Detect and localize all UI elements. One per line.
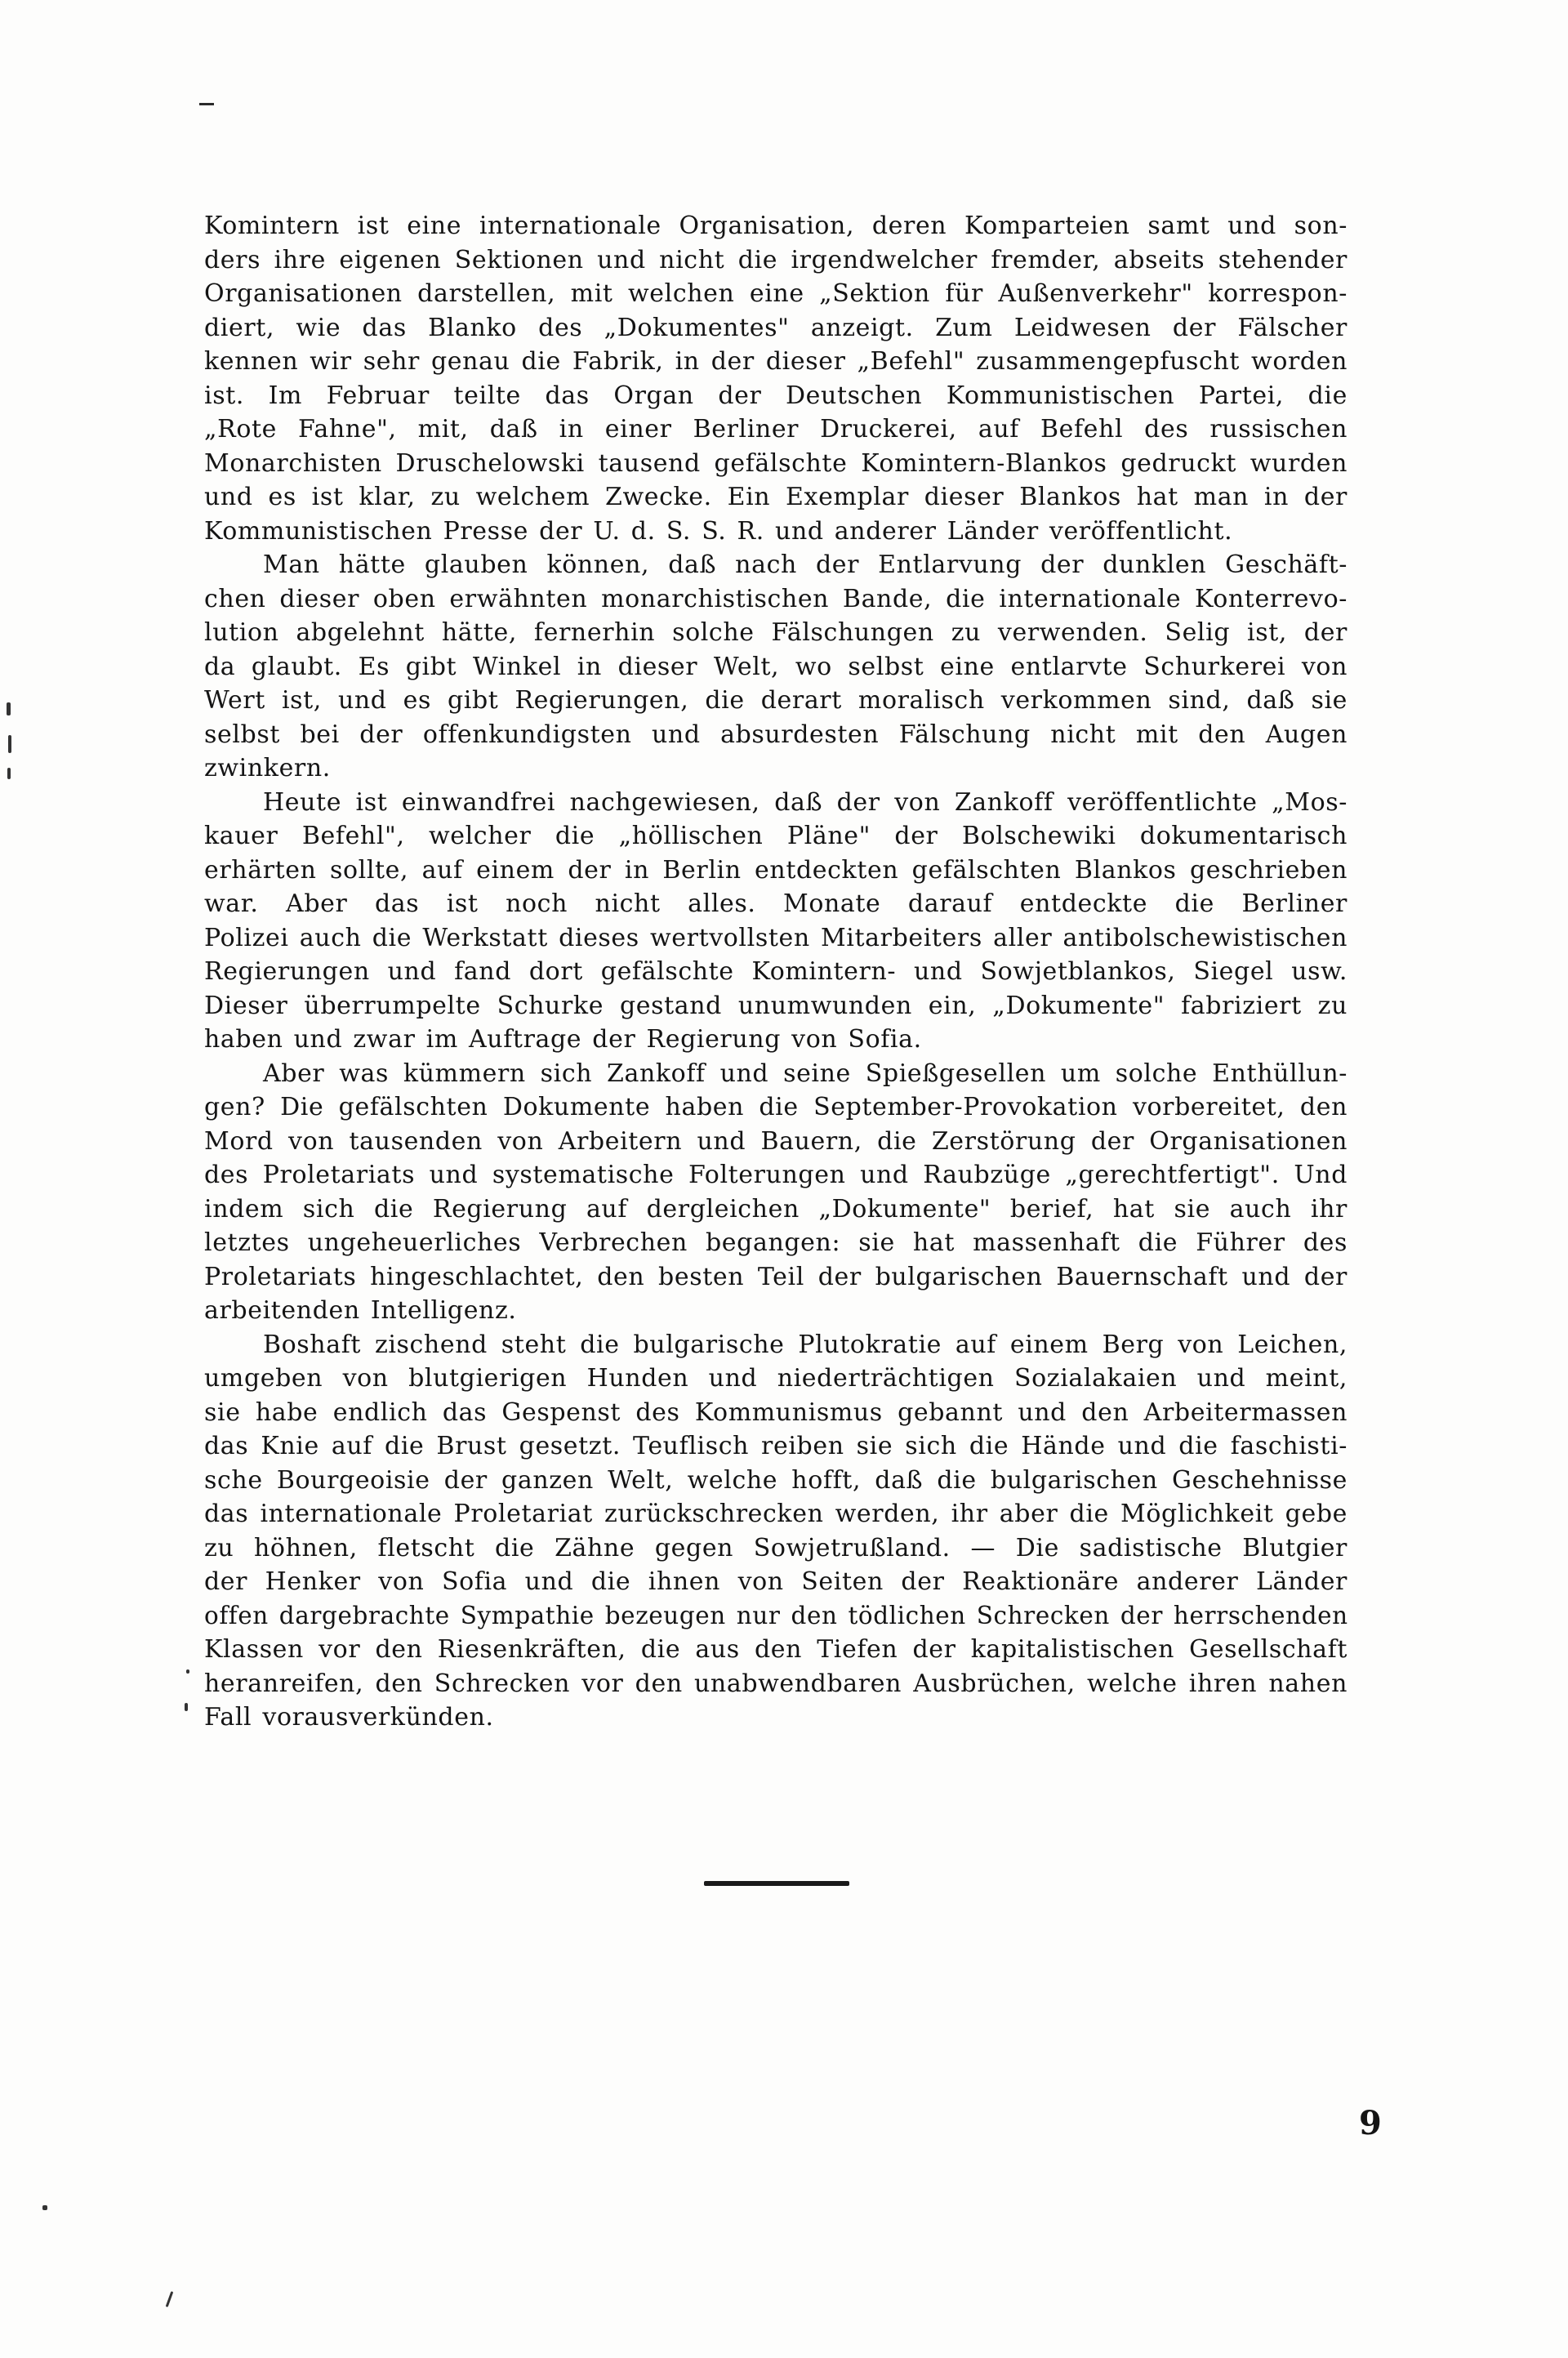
text-line: gen? Die gefälschten Dokumente haben die September-Provokation vorbereitet, den [204,1093,1348,1121]
margin-speck [185,1703,188,1711]
text-line: Fall vorausverkünden. [204,1703,494,1732]
paragraph [204,209,1348,548]
paragraph [204,548,1348,786]
text-line: Proletariats hingeschlachtet, den besten Teil der bulgarischen Bauernschaft und der [204,1262,1348,1291]
text-line: umgeben von blutgierigen Hunden und niederträchtigen Sozialakaien und meint, [204,1364,1348,1393]
paragraph [204,1057,1348,1328]
text-line: das Knie auf die Brust gesetzt. Teuflisch reiben sie sich die Hände und die faschisti- [204,1432,1348,1460]
text-line: der Henker von Sofia und die ihnen von Seiten der Reaktionäre anderer Länder [204,1567,1348,1596]
text-line: des Proletariats und systematische Folterungen und Raubzüge „gerechtfertigt". Und [204,1161,1348,1189]
paragraph [204,1328,1348,1735]
body-text [204,209,1348,1735]
text-line: Aber was kümmern sich Zankoff und seine Spießgesellen um solche Enthüllun- [263,1059,1348,1088]
text-line: letztes ungeheuerliches Verbrechen begangen: sie hat massenhaft die Führer des [204,1228,1348,1257]
text-line: haben und zwar im Auftrage der Regierung von Sofia. [204,1025,922,1054]
margin-speck [7,768,11,779]
text-line: Man hätte glauben können, daß nach der Entlarvung der dunklen Geschäft- [263,550,1348,579]
margin-speck [7,702,11,715]
text-line: war. Aber das ist noch nicht alles. Monate darauf entdeckte die Berliner [204,889,1348,918]
margin-speck [8,735,11,753]
text-line: Kommunistischen Presse der U. d. S. S. R. und anderer Länder veröffentlicht. [204,516,1233,546]
text-line: Heute ist einwandfrei nachgewiesen, daß der von Zankoff veröffentlichte „Mos- [263,787,1348,817]
text-line: sche Bourgeoisie der ganzen Welt, welche hofft, daß die bulgarischen Geschehnisse [204,1465,1348,1495]
text-line: erhärten sollte, auf einem der in Berlin entdeckten gefälschten Blankos geschrieben [204,855,1348,885]
text-line: Mord von tausenden von Arbeitern und Bauern, die Zerstörung der Organisationen [204,1126,1348,1156]
text-line: Wert ist, und es gibt Regierungen, die derart moralisch verkommen sind, daß sie [204,686,1348,715]
text-line: „Rote Fahne", mit, daß in einer Berliner Druckerei, auf Befehl des russischen [204,415,1348,444]
text-line: zwinkern. [204,754,331,782]
paragraph [204,786,1348,1057]
text-line: und es ist klar, zu welchem Zwecke. Ein Exemplar dieser Blankos hat man in der [204,483,1348,511]
text-line: offen dargebrachte Sympathie bezeugen nur den tödlichen Schrecken der herrschenden [204,1601,1348,1629]
text-line: diert, wie das Blanko des „Dokumentes" anzeigt. Zum Leidwesen der Fälscher [204,313,1348,342]
text-line: da glaubt. Es gibt Winkel in dieser Welt, wo selbst eine entlarvte Schurkerei von [204,652,1348,681]
text-line: ist. Im Februar teilte das Organ der Deutschen Kommunistischen Partei, die [204,381,1348,410]
text-line: Klassen vor den Riesenkräften, die aus den Tiefen der kapitalistischen Gesellschaft [204,1635,1348,1664]
margin-speck [166,2291,174,2307]
top-margin-mark [199,103,214,105]
text-line: heranreifen, den Schrecken vor den unabwendbaren Ausbrüchen, welche ihren nahen [204,1669,1348,1698]
text-line: Organisationen darstellen, mit welchen eine „Sektion für Außenverkehr" korrespon- [204,279,1348,308]
text-line: lution abgelehnt hätte, fernerhin solche Fälschungen zu verwenden. Selig ist, der [204,618,1348,647]
text-line: kennen wir sehr genau die Fabrik, in der dieser „Befehl" zusammengepfuscht worden [204,347,1348,376]
text-line: indem sich die Regierung auf dergleichen „Dokumente" berief, hat sie auch ihr [204,1194,1348,1224]
text-line: Polizei auch die Werkstatt dieses wertvollsten Mitarbeiters aller antibolschewistischen [204,923,1348,952]
text-line: kauer Befehl", welcher die „höllischen Pläne" der Bolschewiki dokumentarisch [204,822,1348,850]
text-line: Regierungen und fand dort gefälschte Komintern- und Sowjetblankos, Siegel usw. [204,957,1348,986]
section-divider [704,1881,849,1886]
margin-speck [186,1669,189,1674]
text-line: ders ihre eigenen Sektionen und nicht die irgendwelcher fremder, abseits stehender [204,245,1348,274]
margin-speck [42,2205,47,2210]
text-line: chen dieser oben erwähnten monarchistischen Bande, die internationale Konterrevo- [204,584,1348,613]
text-line: zu höhnen, fletscht die Zähne gegen Sowjetrußland. — Die sadistische Blutgier [204,1533,1348,1562]
text-line: arbeitenden Intelligenz. [204,1296,517,1325]
page-number: 9 [1359,2104,1382,2142]
text-line: Komintern ist eine internationale Organisation, deren Komparteien samt und son- [204,212,1348,240]
text-line: das internationale Proletariat zurückschrecken werden, ihr aber die Möglichkeit gebe [204,1500,1348,1528]
text-line: Boshaft zischend steht die bulgarische Plutokratie auf einem Berg von Leichen, [263,1330,1348,1359]
text-line: Dieser überrumpelte Schurke gestand unumwunden ein, „Dokumente" fabriziert zu [204,991,1348,1020]
text-line: sie habe endlich das Gespenst des Kommunismus gebannt und den Arbeitermassen [204,1397,1348,1427]
text-line: selbst bei der offenkundigsten und absurdesten Fälschung nicht mit den Augen [204,720,1348,749]
text-line: Monarchisten Druschelowski tausend gefälschte Komintern-Blankos gedruckt wurden [204,448,1348,478]
